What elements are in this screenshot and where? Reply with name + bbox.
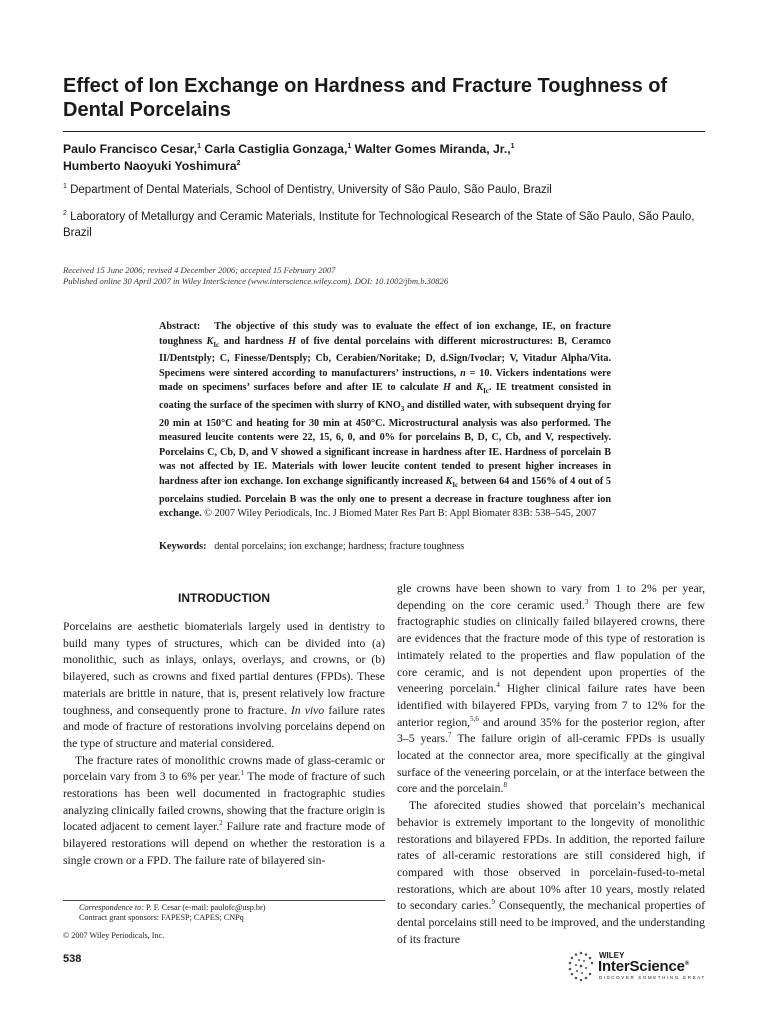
affiliation-2 [63, 209, 703, 241]
abstract-text: between 64 and 156% of 4 out of 5 porcelains studied. Porcelain B was the only one to present a decrease in fracture toughness after ion exchange. [159, 476, 611, 520]
text-run: The mode of fracture of such restorations has been well documented in fractographic studies analyzing clinically failed crowns, showing that the fracture origin is located adjacent to cement layer. [63, 770, 385, 834]
italic-text: In vivo [290, 703, 325, 717]
k-symbol: K [476, 382, 484, 394]
abstract-text: and hardness [219, 335, 289, 347]
grant-sponsors: Contract grant sponsors: FAPESP; CAPES; CNPq [79, 913, 244, 922]
citation-ref: 3 [584, 597, 589, 606]
received-dates: Received 15 June 2006; revised 4 December 2006; accepted 15 February 2007 [63, 265, 336, 275]
text-run: and around 35% for the posterior region, after 3–5 years. [397, 715, 705, 746]
text-run: The fracture rates of monolithic crowns made of glass-ceramic or porcelain vary from 3 to 6% per year. [63, 753, 385, 784]
author-name: Walter Gomes Miranda, Jr., [354, 142, 511, 156]
text-run: failure rates and mode of fracture of restorations involving porcelains depend on the type of structure and material considered. [63, 703, 386, 750]
author-name: Paulo Francisco Cesar, [63, 142, 198, 156]
text-run: Porcelains are aesthetic biomaterials largely used in dentistry to build many types of structures, which can be divided into (a) monolithic, such as inlays, onlays, overlays, and crowns, or (b) bilayered, such as crowns and fixed partial dentures (FPDs). These materials are brittle in nature, that is, present relatively low fracture toughness, and consequently prone to fracture. [63, 620, 385, 717]
published-online: Published online 30 April 2007 in Wiley InterScience (www.interscience.wiley.com). DOI: 10.1002/jbm.b.30826 [63, 276, 449, 286]
copyright-notice: © 2007 Wiley Periodicals, Inc. [63, 931, 165, 940]
keywords-text: dental porcelains; ion exchange; hardness; fracture toughness [214, 541, 465, 552]
author-name: Carla Castiglia Gonzaga, [204, 142, 348, 156]
text-run: Failure rate and fracture mode of bilayered restorations will depend on whether the restoration is a single crown or a FPD. The failure rate of bilayered sin- [63, 820, 385, 867]
title-rule [63, 131, 705, 132]
page-number: 538 [63, 953, 82, 965]
wiley-swirl-dots-icon [566, 950, 596, 986]
abstract [159, 320, 611, 522]
logo-tagline: DISCOVER SOMETHING GREAT [599, 975, 706, 980]
abstract-text: and distilled water, with subsequent drying for 20 min at 150°C and heating for 30 min at 450°C. Microstructural analysis was also performed. The measured leucite contents were 22, 15, 6, 0, and 0% for porcelains B, D, C, Cb, and V, respectively. Porcelains C, Cb, D, and V showed a significant increase in hardness after IE. Hardness of porcelain B was not affected by IE. Materials with lower leucite content tended to present higher increases in hardness after ion exchange. Ion exchange significantly increased [159, 400, 612, 488]
correspondence-text: P. F. Cesar (e-mail: paulofc@usp.br) [143, 903, 266, 912]
abstract-label: Abstract: [159, 321, 201, 332]
k-subscript: Ic [213, 340, 220, 349]
abstract-text: and [450, 382, 477, 394]
citation-ref: 4 [496, 681, 500, 690]
citation-ref: 1 [240, 769, 245, 778]
citation-ref: 5,6 [470, 714, 479, 723]
keywords [159, 540, 611, 554]
h-symbol: H [288, 335, 297, 347]
paragraph [63, 753, 385, 870]
k-subscript: Ic [483, 387, 489, 396]
body-column-right [397, 581, 705, 948]
k-subscript: Ic [452, 481, 459, 490]
author-affiliation-mark: 1 [510, 142, 515, 150]
text-run: The aforecited studies showed that porcelain’s mechanical behavior is extremely important to the longevity of monolithic restorations and bilayered FPDs. In addition, the reported failure rates of all-ceramic restorations are still considered high, if compared with those observed in porcelain-fused-to-metal restorations, which are about 10% after 10 years, mostly related to secondary caries. [397, 799, 705, 913]
paragraph [63, 619, 385, 753]
publication-dates [63, 265, 683, 287]
author-name: Humberto Naoyuki Yoshimura [63, 159, 237, 173]
logo-interscience-text [598, 958, 689, 975]
text-run: gle crowns have been shown to vary from 1 to 2% per year, depending on the core ceramic used. [397, 582, 705, 612]
text-run: Consequently, the mechanical properties of dental porcelains still need to be improved, and the understanding of its fracture [397, 899, 705, 946]
citation-ref: 9 [491, 898, 495, 907]
h-symbol: H [442, 382, 451, 394]
abstract-text: The objective of this study was to evaluate the effect of ion exchange, IE, on fracture toughness [159, 321, 612, 347]
affiliation-number: 2 [63, 210, 67, 218]
kno3-subscript: 3 [400, 405, 405, 414]
logo-main-word: InterScience [598, 958, 685, 975]
abstract-text: of five dental porcelains with different microstructures: B, Ceramco II/Dentstply; C, Finesse/Dentsply; Cb, Cerabien/Noritake; D, d.Sign/Ivoclar; V, Vitadur Alpha/Vita. Specimens were sintered according to manufacturers’ instructions, [159, 335, 611, 379]
author-affiliation-mark: 1 [197, 142, 202, 150]
author-affiliation-mark: 1 [347, 142, 352, 150]
citation-ref: 7 [448, 731, 452, 740]
affiliation-number: 1 [63, 183, 67, 191]
n-symbol: n [460, 367, 466, 379]
logo-wiley-text: WILEY [599, 951, 625, 960]
k-symbol: K [445, 476, 453, 488]
abstract-text: . IE treatment consisted in coating the surface of the specimen with slurry of KNO [159, 382, 611, 412]
citation-ref: 8 [503, 781, 507, 790]
affiliation-text: Laboratory of Metallurgy and Ceramic Materials, Institute for Technological Research of the State of São Paulo, São Paulo, Brazil [63, 211, 695, 239]
registered-mark: ® [684, 961, 690, 967]
footnote [79, 903, 384, 923]
footnote-rule [63, 900, 385, 901]
affiliation-text: Department of Dental Materials, School of Dentistry, University of São Paulo, São Paulo, Brazil [70, 184, 552, 196]
abstract-text: = 10. Vickers indentations were made on specimens’ surfaces before and after IE to calculate [159, 367, 611, 394]
keywords-label: Keywords: [159, 541, 207, 552]
text-run: Though there are few fractographic studies on clinically failed bilayered crowns, there are evidences that the fracture mode of this type of restoration is intimately related to the properties and flaw population of the core ceramic, and is not dependent upon properties of the veneering porcelain. [397, 598, 706, 696]
body-column-left [63, 619, 385, 870]
paragraph [397, 798, 705, 948]
author-affiliation-mark: 2 [236, 159, 241, 167]
correspondence-label: Correspondence to: [79, 903, 144, 912]
author-list [63, 141, 703, 175]
wiley-interscience-logo [566, 948, 716, 988]
affiliation-1 [63, 182, 703, 198]
text-run: The failure origin of all-ceramic FPDs is usually located at the connector area, more specifically at the gingival surface of the veneering porcelain, or at the interface between the core and the porcelain. [397, 732, 705, 796]
text-run: Higher clinical failure rates have been identified with bilayered FPDs, varying from 7 to 12% for the anterior region, [397, 682, 705, 729]
k-symbol: K [206, 335, 214, 347]
paragraph [397, 581, 705, 798]
paper-title: Effect of Ion Exchange on Hardness and Fracture Toughness of Dental Porcelains [63, 75, 668, 121]
abstract-citation: © 2007 Wiley Periodicals, Inc. J Biomed Mater Res Part B: Appl Biomater 83B: 538–545, 2007 [201, 508, 597, 520]
citation-ref: 2 [219, 819, 223, 828]
section-heading-introduction: INTRODUCTION [178, 591, 270, 605]
